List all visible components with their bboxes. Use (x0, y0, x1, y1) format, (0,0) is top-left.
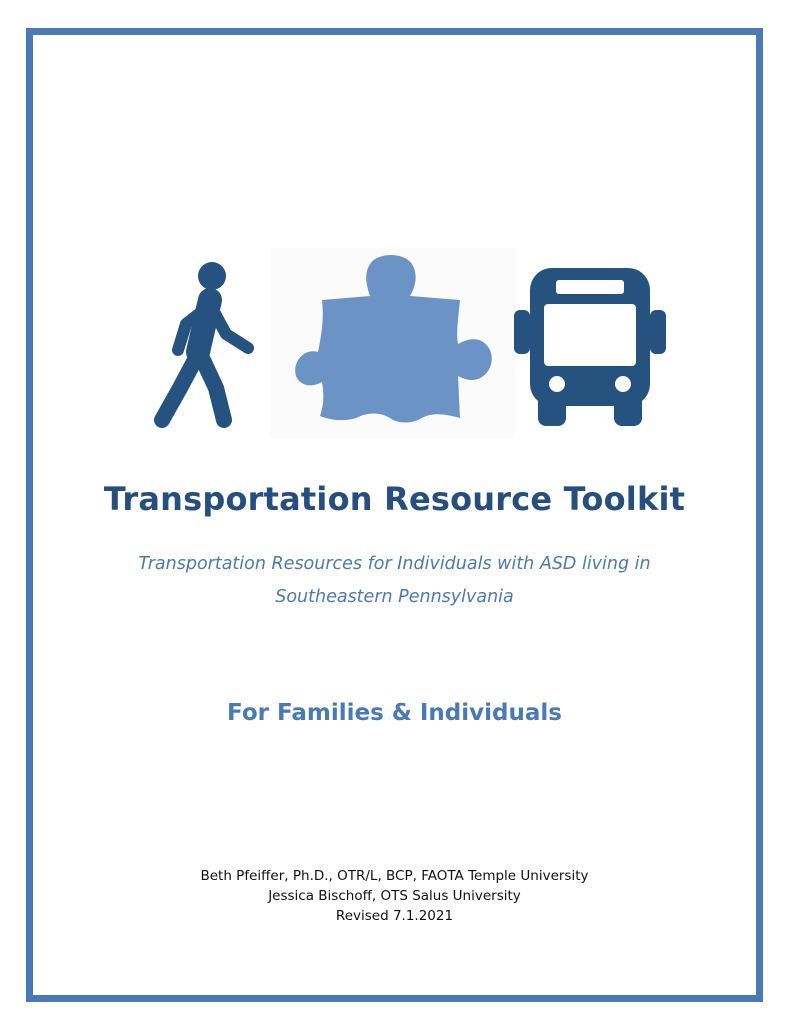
subtitle-line: Transportation Resources for Individuals with ASD living in (138, 554, 651, 574)
audience-heading: For Families & Individuals (227, 700, 562, 726)
credit-line: Jessica Bischoff, OTS Salus University (268, 888, 521, 904)
revision-date: Revised 7.1.2021 (335, 908, 454, 924)
walking-person-icon (148, 254, 268, 432)
credits-block (0, 866, 789, 926)
subtitle-line: Southeastern Pennsylvania (275, 587, 514, 607)
page-title: Transportation Resource Toolkit (103, 480, 686, 518)
credit-line: Beth Pfeiffer, Ph.D., OTR/L, BCP, FAOTA Temple University (200, 868, 589, 884)
puzzle-piece-icon (270, 248, 515, 438)
icon-row (0, 248, 789, 438)
subtitle (80, 548, 709, 614)
bus-icon (510, 262, 670, 430)
